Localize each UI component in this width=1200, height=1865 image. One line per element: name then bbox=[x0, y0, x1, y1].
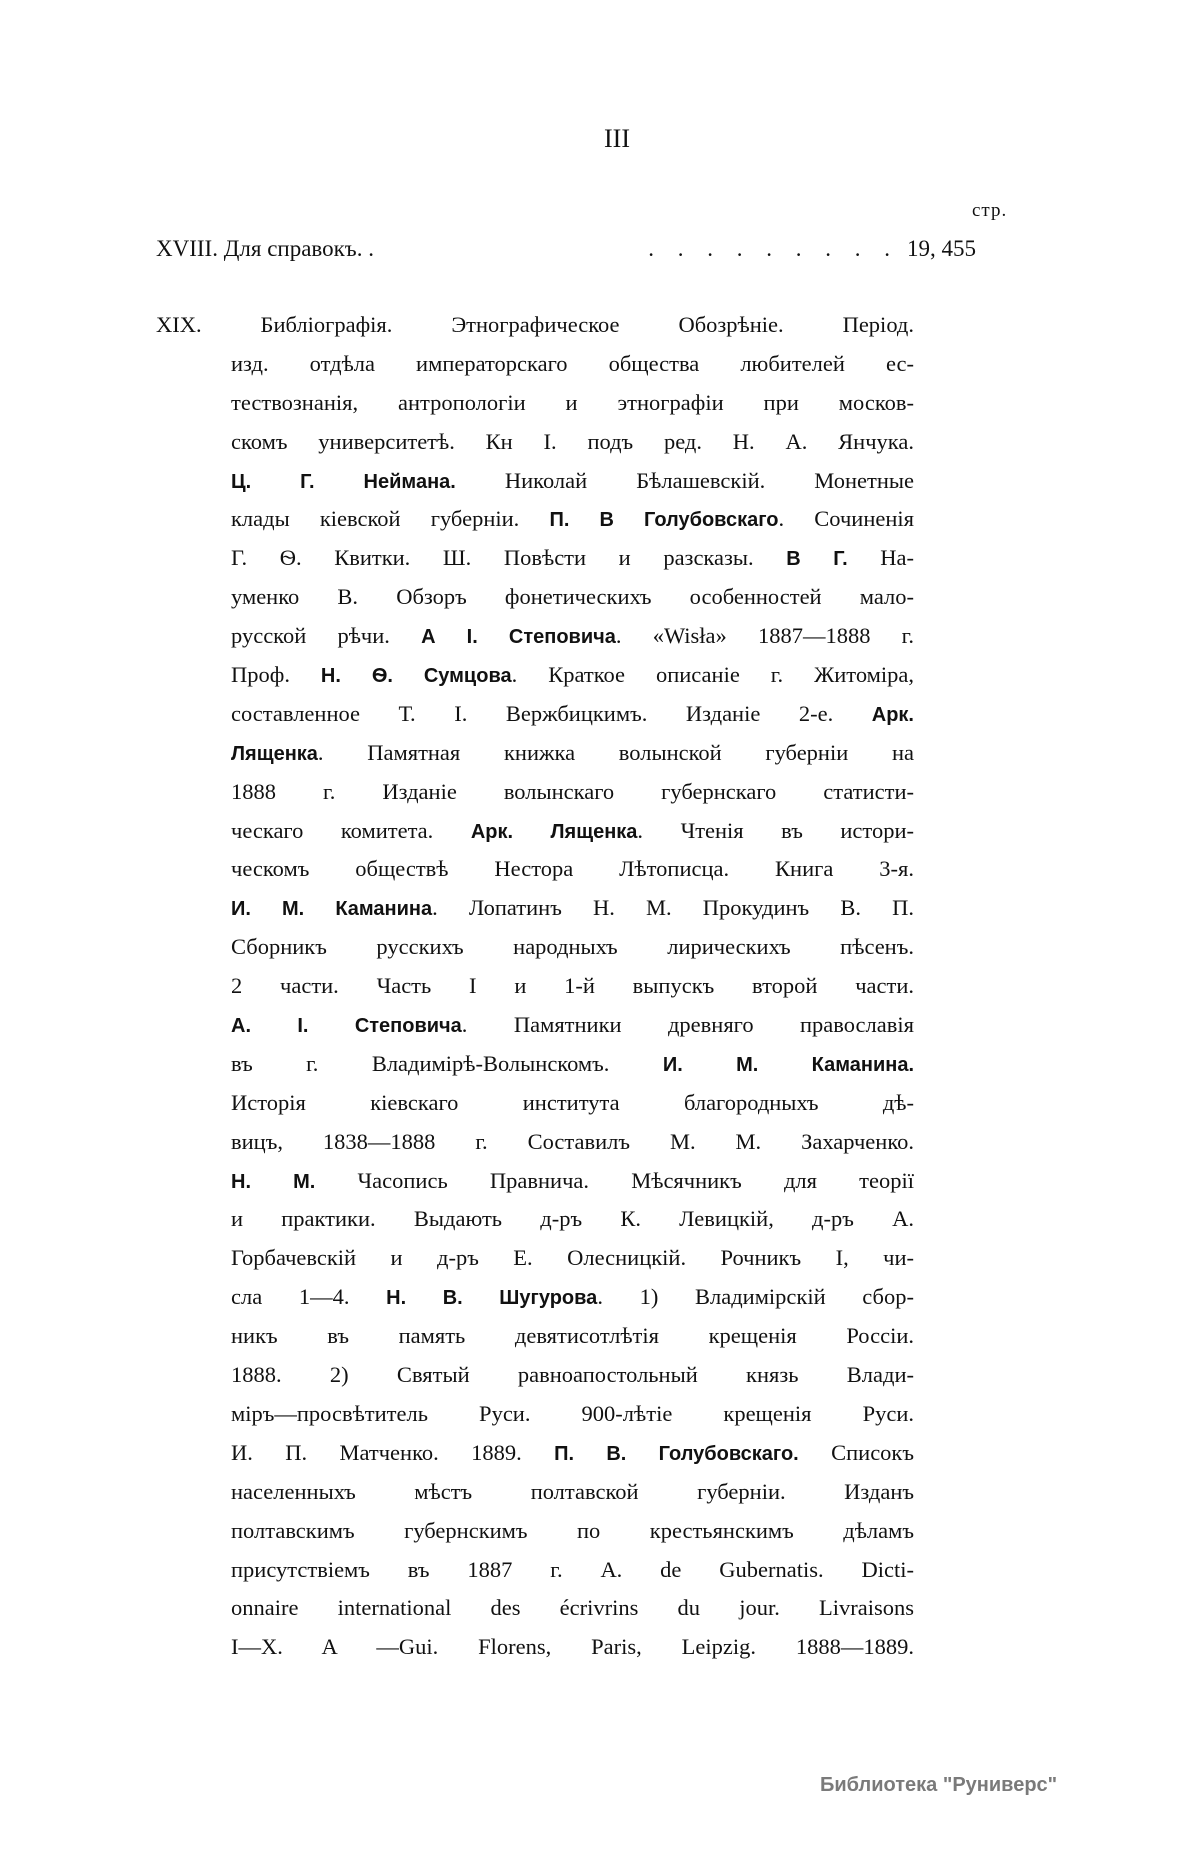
text-segment: Сборникъ русскихъ народныхъ лирическихъ пѣсенъ. bbox=[231, 934, 914, 960]
toc-entry-number: XIX. bbox=[156, 312, 202, 337]
text-line bbox=[231, 1045, 914, 1084]
text-segment: въ г. Владимірѣ-Волынскомъ. bbox=[231, 1050, 663, 1076]
text-segment: . Сочиненія bbox=[778, 506, 914, 532]
text-line bbox=[231, 889, 914, 928]
text-segment: ческомъ обществѣ Нестора Лѣтописца. Книга 3-я. bbox=[231, 856, 914, 882]
text-segment: Исторія кіевскаго института благородныхъ дѣ- bbox=[231, 1089, 914, 1115]
text-segment: скомъ университетѣ. Кн I. подъ ред. Н. А. Янчука. bbox=[231, 428, 914, 454]
text-segment: Библіографія. Этнографическое Обозрѣніе. Період. bbox=[260, 312, 914, 337]
author-name: А І. Степовича bbox=[421, 626, 616, 649]
text-line bbox=[231, 850, 914, 889]
text-line bbox=[231, 500, 914, 539]
author-name: А. І. Степовича bbox=[231, 1015, 462, 1038]
text-segment: полтавскимъ губернскимъ по крестьянскимъ дѣламъ bbox=[231, 1517, 914, 1543]
text-line bbox=[231, 1123, 914, 1162]
text-line bbox=[231, 928, 914, 967]
text-segment: и практики. Выдають д-ръ К. Левицкій, д-ръ А. bbox=[231, 1206, 914, 1232]
text-line bbox=[231, 1551, 914, 1590]
text-line bbox=[231, 1589, 914, 1628]
text-segment: присутствіемъ въ 1887 г. A. de Gubernatis. Dicti- bbox=[231, 1556, 914, 1582]
text-segment: никъ въ память девятисотлѣтія крещенія Россіи. bbox=[231, 1323, 914, 1349]
author-name: П. В. Голубовскаго. bbox=[554, 1442, 799, 1465]
text-segment: . Памятники древняго православія bbox=[461, 1012, 914, 1038]
page-number: III bbox=[604, 124, 630, 153]
author-name: Ц. Г. Неймана. bbox=[231, 470, 456, 493]
text-line bbox=[231, 617, 914, 656]
author-name: Н. Ѳ. Сумцова bbox=[320, 665, 512, 688]
text-segment: ческаго комитета. bbox=[231, 817, 471, 843]
library-watermark: Библиотека "Руниверс" bbox=[820, 1774, 1058, 1796]
text-segment: Горбачевскій и д-ръ Е. Олесницкій. Рочникъ I, чи- bbox=[231, 1245, 914, 1271]
text-segment: населенныхъ мѣстъ полтавской губерніи. Изданъ bbox=[231, 1478, 914, 1504]
text-line bbox=[231, 345, 914, 384]
text-line bbox=[231, 695, 914, 734]
text-segment: . Лопатинъ Н. М. Прокудинъ В. П. bbox=[432, 895, 914, 921]
text-line bbox=[231, 1395, 914, 1434]
text-segment: уменко В. Обзоръ фонетическихъ особенностей мало- bbox=[231, 584, 914, 610]
text-segment: 2 части. Часть I и 1-й выпускъ второй части. bbox=[231, 973, 914, 999]
author-name: В Г. bbox=[786, 548, 848, 571]
text-segment: тествознанія, антропологіи и этнографіи при москов- bbox=[231, 389, 914, 415]
author-name: Лященка bbox=[231, 742, 318, 765]
text-segment: Николай Бѣлашевскій. Монетные bbox=[455, 467, 914, 493]
author-name: Арк. Лященка bbox=[470, 820, 638, 843]
dot-leader: . . . . . . . . . bbox=[648, 236, 899, 261]
text-segment: И. П. Матченко. 1889. bbox=[231, 1439, 555, 1465]
text-line bbox=[231, 539, 914, 578]
text-segment: Г. Ѳ. Квитки. Ш. Повѣсти и разсказы. bbox=[231, 545, 787, 571]
text-line bbox=[231, 1512, 914, 1551]
text-line bbox=[231, 578, 914, 617]
text-segment: составленное Т. І. Вержбицкимъ. Изданіе 2-е. bbox=[231, 700, 872, 726]
text-segment: . Краткое описаніе г. Житоміра, bbox=[511, 662, 914, 688]
text-line bbox=[231, 773, 914, 812]
author-name: Н. В. Шугурова bbox=[386, 1287, 598, 1310]
text-segment: русской рѣчи. bbox=[231, 623, 422, 649]
toc-entry-18 bbox=[156, 236, 976, 268]
text-segment: . Чтенія въ истори- bbox=[637, 817, 914, 843]
text-segment: 1888. 2) Святый равноапостольный князь Влади- bbox=[231, 1362, 914, 1388]
text-segment: сла 1—4. bbox=[231, 1284, 387, 1310]
text-line bbox=[231, 384, 914, 423]
text-line bbox=[231, 1434, 914, 1473]
text-segment: міръ—просвѣтитель Руси. 900-лѣтіе крещенія Руси. bbox=[231, 1400, 914, 1426]
text-segment: . 1) Владимірскій сбор- bbox=[597, 1284, 914, 1310]
text-line bbox=[231, 1084, 914, 1123]
text-line bbox=[231, 1162, 914, 1201]
text-segment: Списокъ bbox=[798, 1439, 914, 1465]
text-segment: . Памятная книжка волынской губерніи на bbox=[317, 739, 914, 765]
text-line bbox=[231, 812, 914, 851]
text-segment: клады кіевской губерніи. bbox=[231, 506, 550, 532]
text-segment: Часопись Правнича. Мѣсячникъ для теорії bbox=[315, 1167, 914, 1193]
text-line bbox=[231, 462, 914, 501]
text-line bbox=[231, 1356, 914, 1395]
text-line bbox=[231, 1006, 914, 1045]
toc-entry-pages: 19, 455 bbox=[907, 236, 976, 261]
text-line bbox=[231, 1278, 914, 1317]
text-segment: Проф. bbox=[231, 662, 321, 688]
text-line bbox=[231, 734, 914, 773]
author-name: Н. М. bbox=[231, 1170, 316, 1193]
author-name: П. В Голубовскаго bbox=[549, 509, 779, 532]
text-segment: . «Wisła» 1887—1888 г. bbox=[615, 623, 914, 649]
text-line bbox=[231, 656, 914, 695]
text-segment: изд. отдѣла императорскаго общества любителей ес- bbox=[231, 350, 914, 376]
author-name: Арк. bbox=[871, 703, 914, 726]
text-line bbox=[231, 1200, 914, 1239]
text-line bbox=[231, 1473, 914, 1512]
author-name: И. М. Каманина. bbox=[662, 1053, 914, 1076]
text-line bbox=[231, 1628, 914, 1667]
text-segment: onnaire international des écrivrins du jour. Livraisons bbox=[231, 1595, 914, 1621]
text-line bbox=[231, 1317, 914, 1356]
toc-entry-label: XVIII. Для справокъ. . bbox=[156, 236, 374, 261]
text-segment: На- bbox=[847, 545, 914, 571]
text-segment: 1888 г. Изданіе волынскаго губернскаго статисти- bbox=[231, 778, 914, 804]
text-line bbox=[231, 967, 914, 1006]
author-name: И. М. Каманина bbox=[231, 898, 433, 921]
toc-entry-19 bbox=[156, 306, 914, 1667]
page-column-header: стр. bbox=[972, 200, 1008, 221]
text-line bbox=[156, 306, 914, 345]
text-line bbox=[231, 1239, 914, 1278]
text-segment: I—X. A —Gui. Florens, Paris, Leipzig. 1888—1889. bbox=[231, 1634, 914, 1660]
text-line bbox=[231, 423, 914, 462]
text-segment: вицъ, 1838—1888 г. Составилъ М. М. Захарченко. bbox=[231, 1128, 914, 1154]
